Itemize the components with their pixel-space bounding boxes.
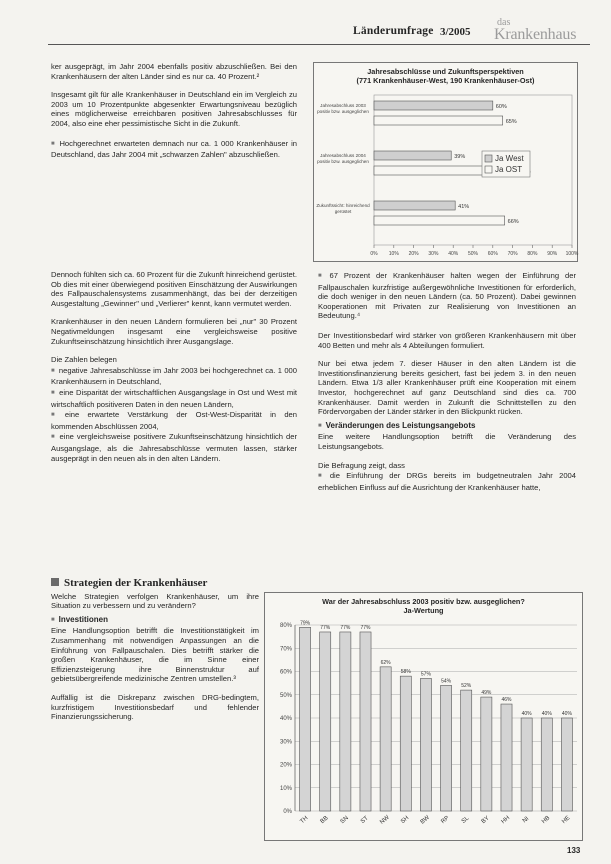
bullet-item: ■ negative Jahresabschlüsse im Jahr 2003 bei hochgerechnet ca. 1 000 Krankenhäusern in Deutschland, — [51, 366, 297, 387]
x-tick-label: 100% — [565, 251, 579, 257]
x-tick-label: SL — [460, 815, 471, 825]
legend-entry: Ja OST — [495, 165, 523, 174]
header-rule-left — [48, 44, 318, 45]
brand-logo: Krankenhaus — [494, 26, 577, 43]
data-label: 40% — [561, 711, 572, 717]
data-label: 77% — [360, 624, 371, 631]
data-label: 40% — [541, 711, 552, 717]
category-label-text: Jahresabschluss 2003 positiv bzw. ausgeglichen — [317, 103, 369, 114]
paragraph: Dennoch fühlten sich ca. 60 Prozent für die Zukunft hinreichend gerüstet. Ob dies mit einer überwiegend positiven Einschätzung der Auswirkungen des Fallpauschalensystems zusammenhängt, das bei der derzeitigen Ausgestaltung „Gewinner" und „Verlierer" kennt, kann vermutet werden. — [51, 270, 297, 308]
y-tick-label: 30% — [279, 739, 292, 746]
y-tick-label: 10% — [279, 785, 292, 792]
data-label: 65% — [505, 119, 517, 125]
bullet-item: ■ die Einführung der DRGs bereits im budgetneutralen Jahr 2004 erheblichen Einfluss auf die Ausrichtung der Krankenhäuser hatte, — [318, 471, 576, 492]
data-label: 41% — [458, 204, 470, 210]
x-tick-label: 30% — [428, 251, 439, 257]
section-heading: Strategien der Krankenhäuser — [51, 578, 259, 589]
bar-west — [374, 201, 455, 210]
x-tick-label: BB — [319, 815, 330, 826]
data-label: 77% — [340, 624, 351, 631]
left-column-top — [51, 62, 297, 161]
data-label: 49% — [481, 690, 492, 697]
x-tick-label: HH — [500, 815, 512, 826]
x-tick-label: RP — [440, 815, 451, 826]
bar — [320, 632, 331, 811]
brand-prefix: das — [497, 17, 511, 28]
x-tick-label: HB — [541, 815, 552, 826]
bar — [521, 718, 532, 811]
section-strategien — [51, 578, 259, 722]
x-tick-label: 40% — [448, 251, 459, 257]
bar-west — [374, 101, 493, 110]
data-label: 39% — [454, 154, 466, 160]
bar — [501, 704, 512, 811]
chart-subtitle: (771 Krankenhäuser-West, 190 Krankenhäuser-Ost) — [356, 76, 535, 85]
data-label: 54% — [441, 678, 452, 685]
y-tick-label: 20% — [279, 762, 292, 769]
paragraph: Nur bei etwa jedem 7. dieser Häuser in den alten Ländern ist die Investitionsfinanzierung bereits gesichert, fast bei jedem 3. in den neuen Ländern. Etwa 1/3 aller Krankenhäuser prüft eine Kooperation mit einem Investor, hochgerechnet auf ganz Deutschland sind dies ca. 700 Krankenhäuser. Damit werden in Zukunft die Schnittstellen zu den Fördervorgaben der Länder stärker in den Blickpunkt rücken. — [318, 359, 576, 417]
bar-ost — [374, 216, 505, 225]
data-label: 40% — [521, 711, 532, 717]
x-tick-label: BY — [480, 815, 491, 826]
legend-swatch — [485, 155, 492, 162]
bar — [380, 667, 391, 811]
y-tick-label: 60% — [279, 669, 292, 676]
category-label — [316, 153, 370, 183]
x-tick-label: SH — [400, 815, 411, 826]
data-label: 66% — [507, 219, 519, 225]
paragraph: ker ausgeprägt, im Jahr 2004 ebenfalls positiv abzuschließen. Bei den Krankenhäusern der alten Länder sind es nur ca. 40 Prozent.² — [51, 62, 297, 81]
bar-ost — [374, 116, 503, 125]
data-label: 52% — [461, 683, 472, 690]
x-tick-label: SN — [339, 815, 350, 826]
subheading-investitionen: ■ Investitionen — [51, 615, 259, 627]
legend-entry: Ja West — [495, 154, 524, 163]
category-label-text: Jahresabschluss 2004 positiv bzw. ausgeglichen — [317, 153, 369, 164]
x-tick-label: 10% — [388, 251, 399, 257]
data-label: 79% — [300, 620, 311, 627]
paragraph: Welche Strategien verfolgen Krankenhäuser, um ihre Situation zu verbessern und zu verändern? — [51, 591, 259, 611]
bar — [461, 690, 472, 811]
bar — [541, 718, 552, 811]
y-tick-label: 50% — [279, 692, 292, 699]
bullet-item: ■ eine Disparität der wirtschaftlichen Ausgangslage in Ost und West mit wirtschaftlich positiveren Daten in den neuen Ländern, — [51, 388, 297, 409]
header-title: Länderumfrage — [353, 25, 434, 37]
bullet-item: ■ 67 Prozent der Krankenhäuser halten wegen der Einführung der Fallpauschalen kurzfristige außergewöhnliche Investitionen für erforderlich, die doch weniger in den neuen Ländern (ca. 50 Prozent). Dabei gewinnen Kooperationen mit Privaten zur Realisierung von Investitionen an Bedeutung.⁴ — [318, 271, 576, 321]
y-tick-label: 0% — [283, 809, 292, 815]
paragraph: Die Befragung zeigt, dass — [318, 460, 405, 470]
y-tick-label: 40% — [279, 716, 292, 722]
data-label: 62% — [380, 659, 391, 666]
x-tick-label: TH — [299, 815, 310, 826]
data-label: 46% — [501, 697, 512, 704]
paragraph: Auffällig ist die Diskrepanz zwischen DRG-bedingtem, kurzfristigem Investitionsbedarf und fehlender Finanzierungssicherung. — [51, 692, 259, 722]
x-tick-label: 70% — [507, 251, 518, 257]
data-label: 58% — [400, 669, 411, 676]
category-label-text: Zukunftssicht: hinreichend gerüstet — [316, 203, 370, 214]
x-tick-label: 20% — [408, 251, 419, 257]
x-tick-label: 80% — [527, 251, 538, 257]
y-tick-label: 80% — [279, 623, 292, 629]
header-rule-right — [318, 44, 590, 45]
category-label — [316, 203, 370, 233]
chart-laender — [264, 592, 583, 841]
page-number: 133 — [567, 846, 581, 855]
paragraph: Insgesamt gilt für alle Krankenhäuser in Deutschland ein im Vergleich zu 2003 um 10 Prozentpunkte abgesenkter Erwartungsniveau bezüglich eines möglicherweise erreichbaren positiven Jahresabschlusses für 2004, also eine eher pessimistische Sicht in die Zukunft. — [51, 90, 297, 128]
bar-west — [374, 151, 451, 160]
x-tick-label: 0% — [370, 251, 378, 257]
data-label: 60% — [495, 104, 507, 110]
right-column — [318, 270, 576, 493]
subheading-leistungsangebot: ■ Veränderungen des Leistungsangebots — [318, 421, 576, 433]
y-tick-label: 70% — [279, 646, 292, 653]
bullet-item: ■ eine erwartete Verstärkung der Ost-West-Disparität in den kommenden Abschlüssen 2004, — [51, 410, 297, 431]
paragraph: Eine Handlungsoption betrifft die Investitionstätigkeit im Zusammenhang mit notwendigen Anpassungen an die Einführung von Fallpauschalen. Dies betrifft stärker die großen Krankenhäuser, die im Sinne einer Effizienzsteigerung ihre Binnenstruktur auf gebietsübergreifende medizinische Zentren umstellen.³ — [51, 626, 259, 684]
data-label: 77% — [320, 624, 331, 631]
bar — [340, 632, 351, 811]
bullet-item: ■ eine vergleichsweise positivere Zukunftseinschätzung hinsichtlich der Ausgangslage, als die Jahresabschlüsse vermuten lassen, stärker ausgeprägt in den neuen als in den alten Ländern. — [51, 432, 297, 463]
x-tick-label: 60% — [487, 251, 498, 257]
bullet-item: ■ Hochgerechnet erwarteten demnach nur ca. 1 000 Krankenhäuser in Deutschland, das Jahr 2004 mit „schwarzen Zahlen" abzuschließen. — [51, 139, 297, 160]
paragraph: Die Zahlen belegen — [51, 355, 117, 365]
chart-title: Jahresabschlüsse und Zukunftsperspektiven — [367, 67, 524, 76]
x-tick-label: 90% — [547, 251, 558, 257]
paragraph: Eine weitere Handlungsoption betrifft die Veränderung des Leistungsangebots. — [318, 432, 576, 451]
x-tick-label: BW — [419, 814, 431, 826]
chart-subtitle: Ja-Wertung — [403, 606, 444, 615]
bar — [360, 632, 371, 811]
bar — [481, 697, 492, 811]
x-tick-label: NW — [379, 814, 391, 826]
bar — [400, 676, 411, 811]
x-tick-label: NI — [521, 816, 531, 825]
category-label — [316, 103, 370, 133]
bar — [561, 718, 572, 811]
x-tick-label: 50% — [467, 251, 479, 257]
x-tick-label: HE — [561, 815, 572, 826]
chart-2-plot — [265, 615, 582, 839]
bar — [420, 678, 431, 811]
chart-title: War der Jahresabschluss 2003 positiv bzw. ausgeglichen? — [322, 597, 525, 606]
left-column-middle — [51, 270, 297, 464]
chart-jahresabschluesse — [313, 62, 578, 262]
paragraph: Der Investitionsbedarf wird stärker von größeren Krankenhäusern mit über 400 Betten und mehr als 4 Abteilungen formuliert. — [318, 330, 576, 350]
data-label: 57% — [420, 671, 431, 678]
bar — [300, 627, 311, 811]
paragraph: Krankenhäuser in den neuen Ländern formulieren bei „nur" 30 Prozent Negativmeldungen insgesamt eine vergleichsweise positive Zukunftseinschätzung hinsichtlich ihrer Ausgangslage. — [51, 317, 297, 346]
issue-number: 3/2005 — [440, 26, 471, 38]
chart-1-plot — [314, 85, 577, 261]
legend-swatch — [485, 166, 492, 173]
bar — [441, 685, 452, 811]
x-tick-label: ST — [359, 815, 370, 825]
